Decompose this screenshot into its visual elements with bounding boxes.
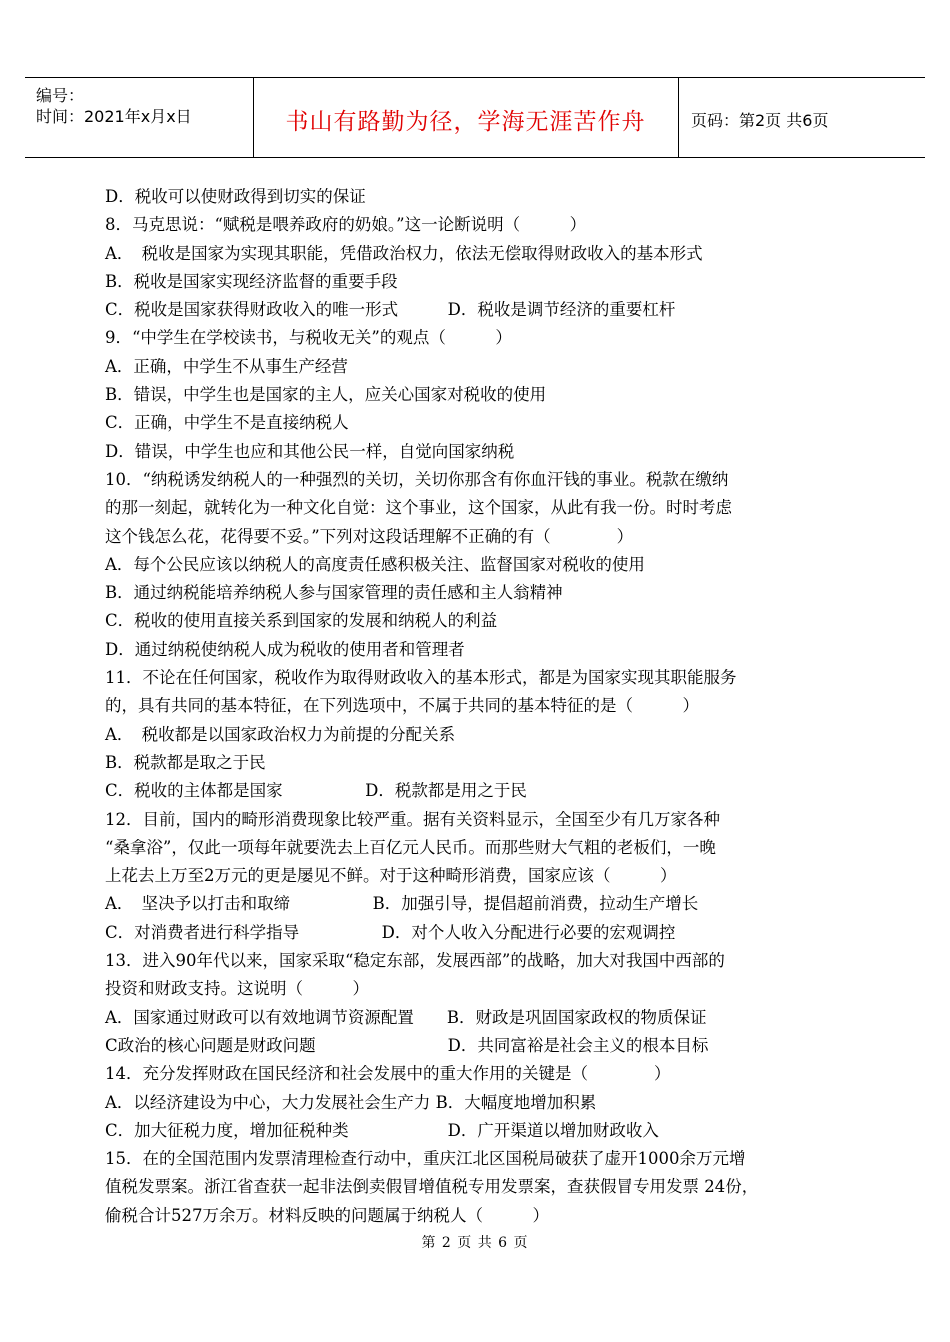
text-line: 的那一刻起，就转化为一种文化自觉：这个事业，这个国家，从此有我一份。时时考虑	[105, 498, 732, 518]
text-line: 15．在的全国范围内发票清理检查行动中，重庆江北区国税局破获了虚开1000余万元增	[105, 1149, 746, 1169]
text-line: 14．充分发挥财政在国民经济和社会发展中的重大作用的关键是（ ）	[105, 1064, 671, 1084]
text-line: 投资和财政支持。这说明（ ）	[105, 979, 369, 999]
header-right-cell	[679, 78, 925, 157]
text-line: C．正确，中学生不是直接纳税人	[105, 413, 349, 433]
text-line: 12．目前，国内的畸形消费现象比较严重。据有关资料显示，全国至少有几万家各种	[105, 809, 720, 829]
text-line: 9．“中学生在学校读书，与税收无关”的观点（ ）	[105, 328, 512, 348]
text-line: C．税收是国家获得财政收入的唯一形式 D．税收是调节经济的重要杠杆	[105, 300, 676, 320]
text-line: A． 税收都是以国家政治权力为前提的分配关系	[105, 724, 456, 744]
page-header	[25, 77, 925, 158]
text-line: C．加大征税力度，增加征税种类 D．广开渠道以增加财政收入	[105, 1120, 659, 1140]
text-line: 值税发票案。浙江省查获一起非法倒卖假冒增值税专用发票案，查获假冒专用发票 24份，	[105, 1177, 759, 1197]
header-middle-cell	[253, 78, 679, 157]
text-line: 11．不论在任何国家，税收作为取得财政收入的基本形式，都是为国家实现其职能服务	[105, 668, 737, 688]
text-line: 的，具有共同的基本特征，在下列选项中，不属于共同的基本特征的是（ ）	[105, 696, 699, 716]
text-line: C政治的核心问题是财政问题 D．共同富裕是社会主义的根本目标	[105, 1035, 709, 1055]
text-line: “桑拿浴”，仅此一项每年就要洗去上百亿元人民币。而那些财大气粗的老板们，一晚	[105, 837, 716, 857]
header-motto: 书山有路勤为径，学海无涯苦作舟	[285, 109, 646, 135]
text-line: 8．马克思说：“赋税是喂养政府的奶娘。”这一论断说明（ ）	[105, 215, 587, 235]
question-content	[105, 183, 855, 1230]
text-line: D．税收可以使财政得到切实的保证	[105, 187, 366, 206]
text-line: 10．“纳税诱发纳税人的一种强烈的关切，关切你那含有你血汗钱的事业。税款在缴纳	[105, 469, 729, 489]
text-line: A．正确，中学生不从事生产经营	[105, 356, 348, 376]
text-line: D．通过纳税使纳税人成为税收的使用者和管理者	[105, 639, 465, 659]
text-line: A．每个公民应该以纳税人的高度责任感积极关注、监督国家对税收的使用	[105, 554, 645, 574]
text-line: 上花去上万至2万元的更是屡见不鲜。对于这种畸形消费，国家应该（ ）	[105, 866, 677, 886]
text-line: B．错误，中学生也是国家的主人，应关心国家对税收的使用	[105, 385, 547, 405]
document-time-label: 时间：2021年x月x日	[36, 107, 192, 126]
text-line: C．税收的主体都是国家 D．税款都是用之于民	[105, 781, 527, 801]
header-left-cell	[25, 78, 254, 157]
text-line: A．以经济建设为中心，大力发展社会生产力 B．大幅度地增加积累	[105, 1092, 597, 1112]
header-page-info: 页码：第2页 共6页	[691, 111, 829, 130]
text-line: D．错误，中学生也应和其他公民一样，自觉向国家纳税	[105, 441, 515, 461]
text-line: C．税收的使用直接关系到国家的发展和纳税人的利益	[105, 611, 498, 631]
document-number-label: 编号：	[36, 86, 85, 105]
text-line: B．通过纳税能培养纳税人参与国家管理的责任感和主人翁精神	[105, 583, 563, 603]
text-line: A． 坚决予以打击和取缔 B．加强引导，提倡超前消费，拉动生产增长	[105, 894, 699, 914]
text-line: C．对消费者进行科学指导 D．对个人收入分配进行必要的宏观调控	[105, 922, 676, 942]
text-line: 这个钱怎么花，花得要不妥。”下列对这段话理解不正确的有（ ）	[105, 526, 634, 546]
text-line: B．税收是国家实现经济监督的重要手段	[105, 271, 398, 291]
page-footer: 第 2 页 共 6 页	[421, 1235, 529, 1251]
text-line: B．税款都是取之于民	[105, 752, 266, 772]
text-line: A． 税收是国家为实现其职能，凭借政治权力，依法无偿取得财政收入的基本形式	[105, 243, 703, 263]
text-line: A．国家通过财政可以有效地调节资源配置 B．财政是巩固国家政权的物质保证	[105, 1007, 707, 1027]
text-line: 13．进入90年代以来，国家采取“稳定东部，发展西部”的战略，加大对我国中西部的	[105, 951, 725, 971]
text-line: 偷税合计527万余万。材料反映的问题属于纳税人（ ）	[105, 1205, 549, 1225]
